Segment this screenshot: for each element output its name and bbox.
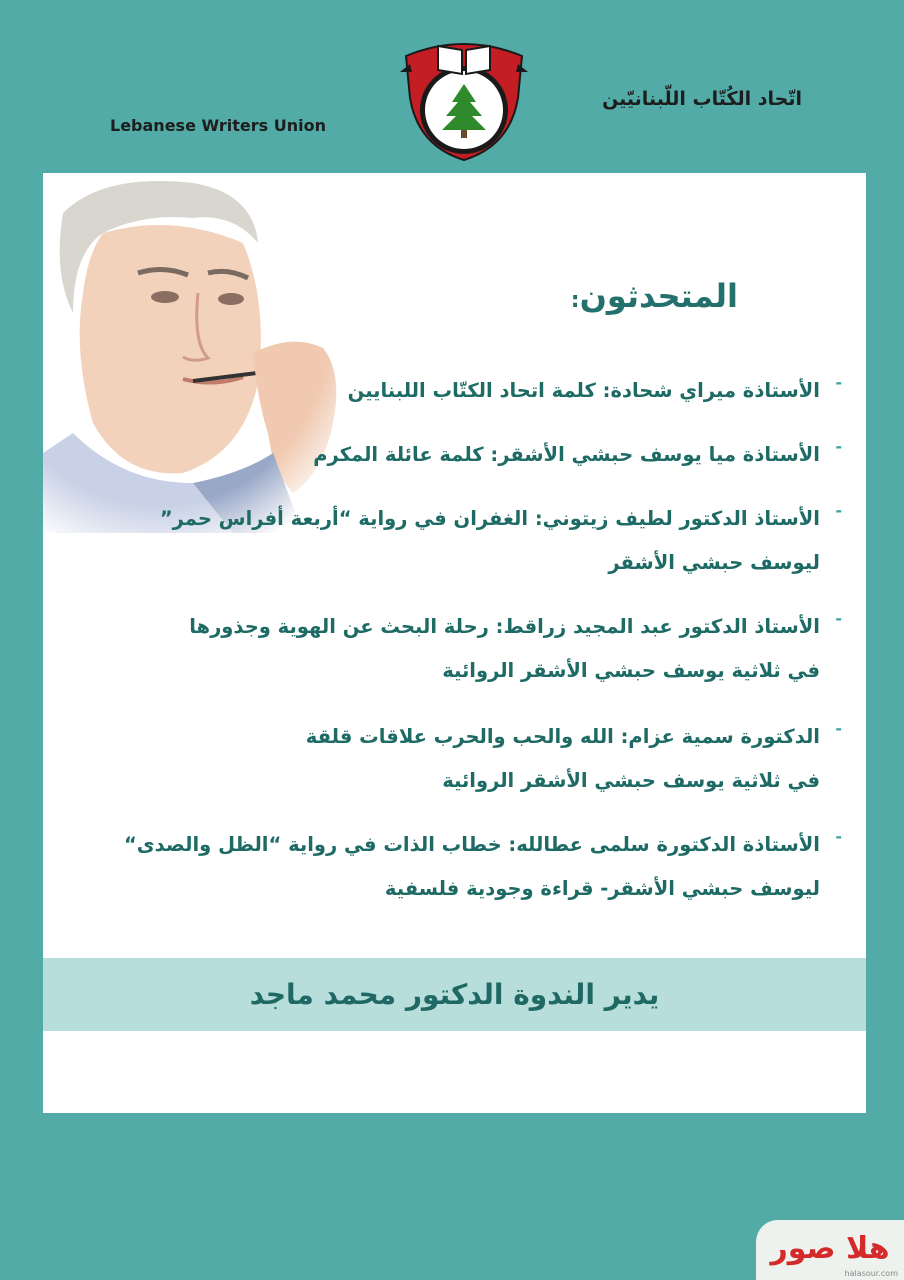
speaker-item: - الدكتورة سمية عزام: الله والحب والحرب علاقات قلقة في ثلاثية يوسف حبشي الأشقر الروائية [73,715,820,803]
speaker-line: ليوسف حبشي الأشقر [608,551,820,574]
speaker-item: - الأستاذ الدكتور عبد المجيد زراقط: رحلة البحث عن الهوية وجذورها في ثلاثية يوسف حبشي الأشقر الروائية [73,605,820,693]
speaker-line: الأستاذة الدكتورة سلمى عطالله: خطاب الذات في رواية “الظل والصدى“ [123,833,820,856]
speakers-title: المتحدثون: [570,277,738,315]
speaker-line: الأستاذ الدكتور لطيف زيتوني: الغفران في رواية “أربعة أفراس حمر” [159,507,820,530]
speaker-item: - الأستاذ الدكتور لطيف زيتوني: الغفران في رواية “أربعة أفراس حمر” ليوسف حبشي الأشقر [73,497,820,585]
header [0,0,904,172]
speaker-item: - الأستاذة ميا يوسف حبشي الأشقر: كلمة عائلة المكرم [73,433,820,477]
union-name-arabic: اتّحاد الكُتّاب اللّبنانيّين [602,88,802,110]
speaker-item: - الأستاذة ميراي شحادة: كلمة اتحاد الكتّاب اللبنايين [73,369,820,413]
speaker-line: الأستاذة ميا يوسف حبشي الأشقر: كلمة عائلة المكرم [313,443,820,466]
speakers-list [73,369,842,911]
speaker-line: الأستاذ الدكتور عبد المجيد زراقط: رحلة البحث عن الهوية وجذورها [189,615,820,638]
program-card [43,173,866,1113]
watermark-text: هلا صور [770,1231,890,1266]
speaker-line: الدكتورة سمية عزام: الله والحب والحرب علاقات قلقة [305,725,820,748]
watermark-logo [756,1220,904,1280]
union-logo-icon [396,28,532,164]
union-name-english: Lebanese Writers Union [110,116,326,135]
speaker-line: في ثلاثية يوسف حبشي الأشقر الروائية [442,659,820,682]
watermark-site: halasour.com [844,1269,898,1278]
moderator-band: يدير الندوة الدكتور محمد ماجد [43,958,866,1031]
speaker-line: ليوسف حبشي الأشقر- قراءة وجودية فلسفية [384,877,820,900]
speaker-line: في ثلاثية يوسف حبشي الأشقر الروائية [442,769,820,792]
speaker-item: - الأستاذة الدكتورة سلمى عطالله: خطاب الذات في رواية “الظل والصدى“ ليوسف حبشي الأشقر- قراءة وجودية فلسفية [73,823,820,911]
speaker-line: الأستاذة ميراي شحادة: كلمة اتحاد الكتّاب اللبنايين [347,379,820,402]
